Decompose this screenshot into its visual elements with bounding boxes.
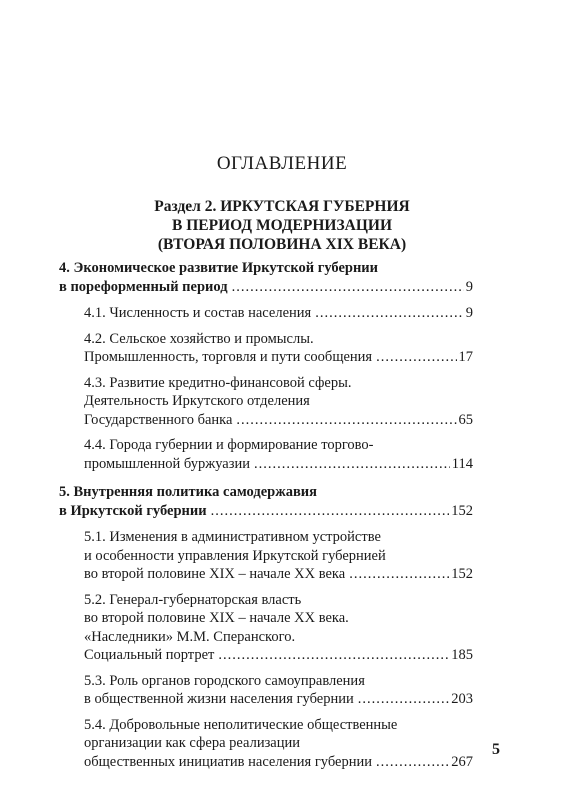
section-heading xyxy=(0,197,564,254)
dot-leader xyxy=(376,348,456,367)
toc-item-line: 4.3. Развитие кредитно-финансовой сферы. xyxy=(84,374,352,391)
dot-leader xyxy=(218,646,449,665)
dot-leader xyxy=(254,455,450,474)
toc-item-line: 5.3. Роль органов городского самоуправления xyxy=(84,672,365,689)
toc-page-number: 267 xyxy=(451,753,473,770)
toc-page-number: 17 xyxy=(458,349,473,365)
toc-page-number: 152 xyxy=(451,502,473,519)
section-heading-line: В ПЕРИОД МОДЕРНИЗАЦИИ xyxy=(172,217,392,234)
toc-item-line: 5.4. Добровольные неполитические общественные xyxy=(84,716,398,733)
dot-leader xyxy=(232,278,464,297)
toc-item-line: 5.2. Генерал-губернаторская власть xyxy=(84,591,302,608)
section-heading-line: Раздел 2. ИРКУТСКАЯ ГУБЕРНИЯ xyxy=(154,198,410,215)
toc-item-4-4[interactable] xyxy=(84,436,473,473)
toc-item-5-3[interactable] xyxy=(84,672,473,709)
toc-chapter-line: 4. Экономическое развитие Иркутской губернии xyxy=(59,260,379,276)
dot-leader xyxy=(315,304,464,323)
page-title: ОГЛАВЛЕНИЕ xyxy=(216,153,348,174)
toc-item-5-1[interactable] xyxy=(84,528,473,584)
toc-item-line: в общественной жизни населения губернии xyxy=(84,691,354,707)
page-number: 5 xyxy=(492,741,500,758)
dot-leader xyxy=(349,565,449,584)
toc-item-line: 5.1. Изменения в административном устройстве xyxy=(84,529,381,545)
toc-item-5-4[interactable] xyxy=(84,716,473,772)
toc-item-line: Промышленность, торговля и пути сообщения xyxy=(84,349,373,365)
toc-item-5-2[interactable] xyxy=(84,591,473,665)
table-of-contents xyxy=(59,259,473,778)
toc-page-number: 114 xyxy=(451,455,473,472)
toc-chapter-line: в Иркутской губернии xyxy=(59,502,207,519)
toc-item-line: 4.2. Сельское хозяйство и промыслы. xyxy=(84,330,314,347)
toc-page-number: 203 xyxy=(451,691,473,707)
toc-page-number: 65 xyxy=(458,411,473,428)
toc-item-line: Социальный портрет xyxy=(84,647,215,663)
dot-leader xyxy=(211,502,450,521)
section-heading-line: (ВТОРАЯ ПОЛОВИНА XIX ВЕКА) xyxy=(157,236,407,253)
dot-leader xyxy=(358,690,450,709)
toc-page-number: 9 xyxy=(465,305,473,321)
toc-item-4-3[interactable] xyxy=(84,374,473,430)
toc-item-line: 4.1. Численность и состав населения xyxy=(84,305,312,321)
toc-item-line: «Наследники» М.М. Сперанского. xyxy=(84,628,296,645)
toc-item-line: и особенности управления Иркутской губернией xyxy=(84,547,386,564)
toc-item-line: во второй половине XIX – начале XX века xyxy=(84,566,346,582)
toc-item-line: Государственного банка xyxy=(84,411,233,428)
toc-chapter-5[interactable] xyxy=(59,483,473,520)
toc-item-line: организации как сфера реализации xyxy=(84,735,301,751)
toc-item-4-2[interactable] xyxy=(84,330,473,367)
toc-page-number: 185 xyxy=(451,647,473,663)
dot-leader xyxy=(376,753,449,772)
toc-chapter-line: 5. Внутренняя политика самодержавия xyxy=(59,484,317,500)
toc-item-4-1[interactable] xyxy=(84,304,473,323)
dot-leader xyxy=(236,411,456,430)
toc-item-line: общественных инициатив населения губернии xyxy=(84,753,373,770)
toc-item-line: 4.4. Города губернии и формирование торгово- xyxy=(84,437,374,453)
toc-item-line: во второй половине XIX – начале XX века. xyxy=(84,610,349,626)
toc-page-number: 152 xyxy=(451,566,473,582)
toc-item-line: Деятельность Иркутского отделения xyxy=(84,393,310,409)
toc-chapter-4[interactable] xyxy=(59,259,473,296)
toc-item-line: промышленной буржуазии xyxy=(84,455,250,472)
toc-page-number: 9 xyxy=(465,278,473,295)
toc-chapter-line: в пореформенный период xyxy=(59,278,228,295)
